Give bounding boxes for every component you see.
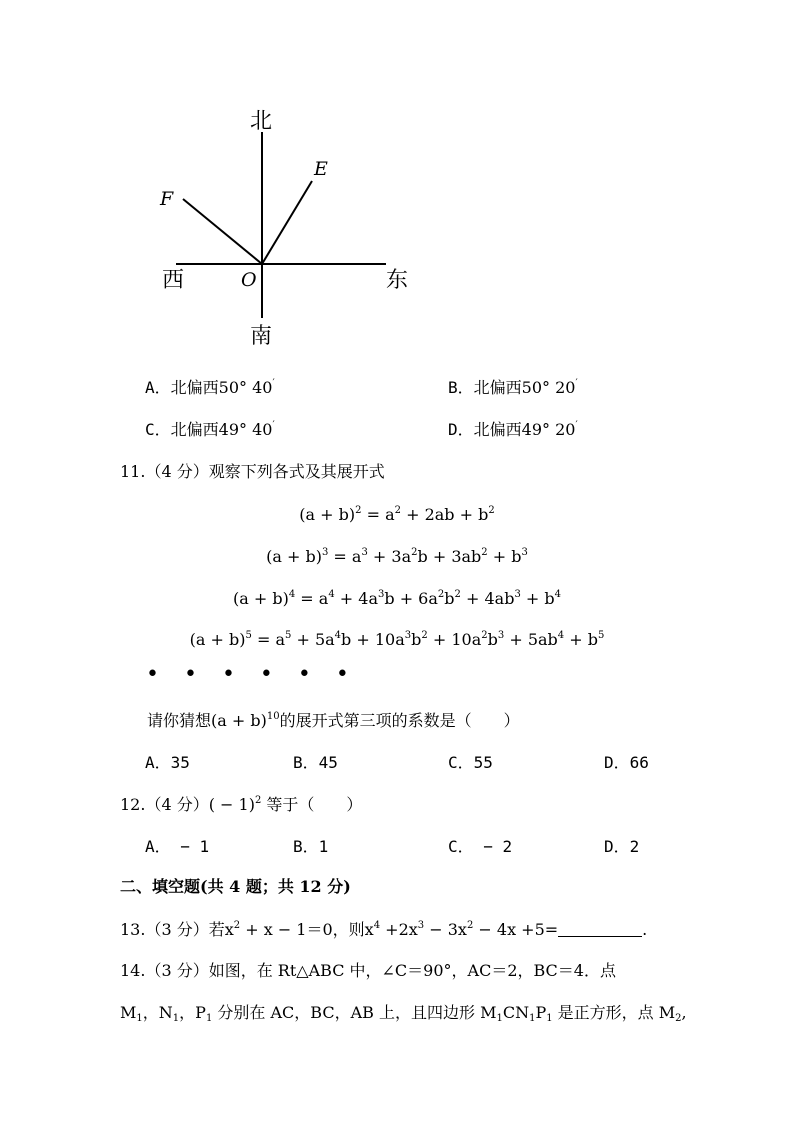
ray-oe	[262, 181, 312, 264]
option-letter: A．	[145, 837, 171, 856]
q10-option-c[interactable]	[145, 420, 275, 440]
option-text: 北偏西50° 20	[473, 378, 576, 397]
q12-stem	[120, 795, 362, 815]
option-text: 北偏西49° 20	[473, 420, 576, 439]
option-text: 35	[170, 753, 190, 772]
compass-diagram	[0, 0, 794, 360]
q11-option-c[interactable]	[448, 753, 493, 773]
q11-option-b[interactable]	[293, 753, 338, 773]
subscript: 1	[172, 1013, 180, 1024]
q14-text: ，P	[179, 1003, 206, 1022]
q10-option-b[interactable]	[448, 378, 578, 398]
option-text: 1	[318, 837, 329, 856]
q12-stem-post: 等于（ ）	[261, 795, 363, 814]
option-text: − 2	[473, 837, 513, 856]
north-label: 北	[250, 109, 273, 134]
q13-end: .	[642, 920, 648, 939]
subscript: 1	[136, 1013, 143, 1024]
option-text: 45	[318, 753, 338, 772]
ray-f-label: F	[160, 188, 174, 210]
q10-option-d[interactable]	[448, 420, 578, 440]
option-text: 北偏西49° 40	[170, 420, 273, 439]
minute-mark: ′	[272, 378, 275, 389]
answer-blank[interactable]	[558, 922, 642, 937]
option-text: − 1	[170, 837, 210, 856]
q13-part: − 3x	[424, 920, 467, 939]
exponent: 4	[373, 920, 381, 931]
q10-option-a[interactable]	[145, 378, 275, 398]
option-text: 55	[473, 753, 493, 772]
option-letter: B．	[293, 753, 319, 772]
origin-label: O	[241, 269, 257, 291]
q14-text: CN	[502, 1003, 530, 1022]
q11-exponent: 10	[266, 711, 280, 722]
option-letter: C．	[448, 837, 474, 856]
subscript: 2	[675, 1013, 682, 1024]
west-label: 西	[162, 268, 185, 293]
q12-option-c[interactable]	[448, 837, 512, 857]
option-letter: D．	[604, 837, 630, 856]
option-letter: B．	[293, 837, 319, 856]
option-letter: B．	[448, 378, 474, 397]
q13-label: 13.（3 分）若x	[120, 920, 234, 939]
ray-of	[183, 199, 262, 264]
option-letter: D．	[448, 420, 474, 439]
subscript: 1	[496, 1013, 503, 1024]
exponent: 2	[233, 920, 241, 931]
option-text: 66	[629, 753, 649, 772]
q14-line2	[120, 1003, 687, 1023]
q14-text: ，N	[142, 1003, 173, 1022]
option-letter: C．	[448, 753, 474, 772]
exponent: 3	[417, 920, 425, 931]
q11-option-d[interactable]	[604, 753, 649, 773]
east-label: 东	[386, 268, 409, 293]
q12-option-b[interactable]	[293, 837, 328, 857]
exponent: 2	[466, 920, 474, 931]
q12-exponent: 2	[254, 795, 262, 806]
q13-stem	[120, 920, 647, 940]
q11-option-a[interactable]	[145, 753, 190, 773]
option-letter: D．	[604, 753, 630, 772]
q14-text: P	[535, 1003, 547, 1022]
q12-option-d[interactable]	[604, 837, 639, 857]
option-letter: A．	[145, 753, 171, 772]
south-label: 南	[250, 324, 273, 349]
subscript: 1	[529, 1013, 536, 1024]
q14-line1: 14.（3 分）如图，在 Rt△ABC 中，∠C＝90°，AC＝2，BC＝4．点	[120, 961, 616, 980]
q14-text: ,	[681, 1003, 687, 1022]
option-letter: C．	[145, 420, 171, 439]
section-title: 二、填空题(共 4 题；共 12 分)	[120, 877, 351, 896]
minute-mark: ′	[575, 420, 578, 431]
ray-e-label: E	[314, 158, 328, 180]
q14-text: M	[120, 1003, 137, 1022]
option-text: 北偏西50° 40	[170, 378, 273, 397]
option-text: 2	[629, 837, 640, 856]
q14-text: 分别在 AC，BC，AB 上，且四边形 M	[212, 1003, 497, 1022]
expansion-equation-2: $(a + b)^2 = a^2 + 2ab + b^2$	[299, 505, 495, 524]
q12-stem-pre: 12.（4 分）( − 1)	[120, 795, 255, 814]
expansion-equation-5: $(a + b)^5 = a^5 + 5a^4b + 10a^3b^2 + 10a^2b^3 + 5ab^4 + b^5$	[189, 630, 605, 649]
option-letter: A．	[145, 378, 171, 397]
minute-mark: ′	[575, 378, 578, 389]
q13-part: − 4x +5=	[473, 920, 559, 939]
minute-mark: ′	[272, 420, 275, 431]
q11-question-pre: 请你猜想(a + b)	[147, 711, 267, 730]
q12-option-a[interactable]	[145, 837, 209, 857]
subscript: 1	[205, 1013, 213, 1024]
ellipsis-dots: • • • • • •	[146, 662, 358, 687]
q13-part: +2x	[380, 920, 418, 939]
expansion-equation-3: $(a + b)^3 = a^3 + 3a^2b + 3ab^2 + b^3$	[266, 547, 528, 566]
expansion-equation-4: $(a + b)^4 = a^4 + 4a^3b + 6a^2b^2 + 4ab^3 + b^4$	[232, 589, 562, 608]
q11-stem: 11.（4 分）观察下列各式及其展开式	[120, 462, 385, 481]
q11-question	[147, 711, 520, 731]
subscript: 1	[546, 1013, 553, 1024]
q14-text: 是正方形，点 M	[552, 1003, 676, 1022]
q11-question-post: 的展开式第三项的系数是（ ）	[279, 711, 520, 730]
q13-part: + x − 1＝0，则x	[240, 920, 374, 939]
